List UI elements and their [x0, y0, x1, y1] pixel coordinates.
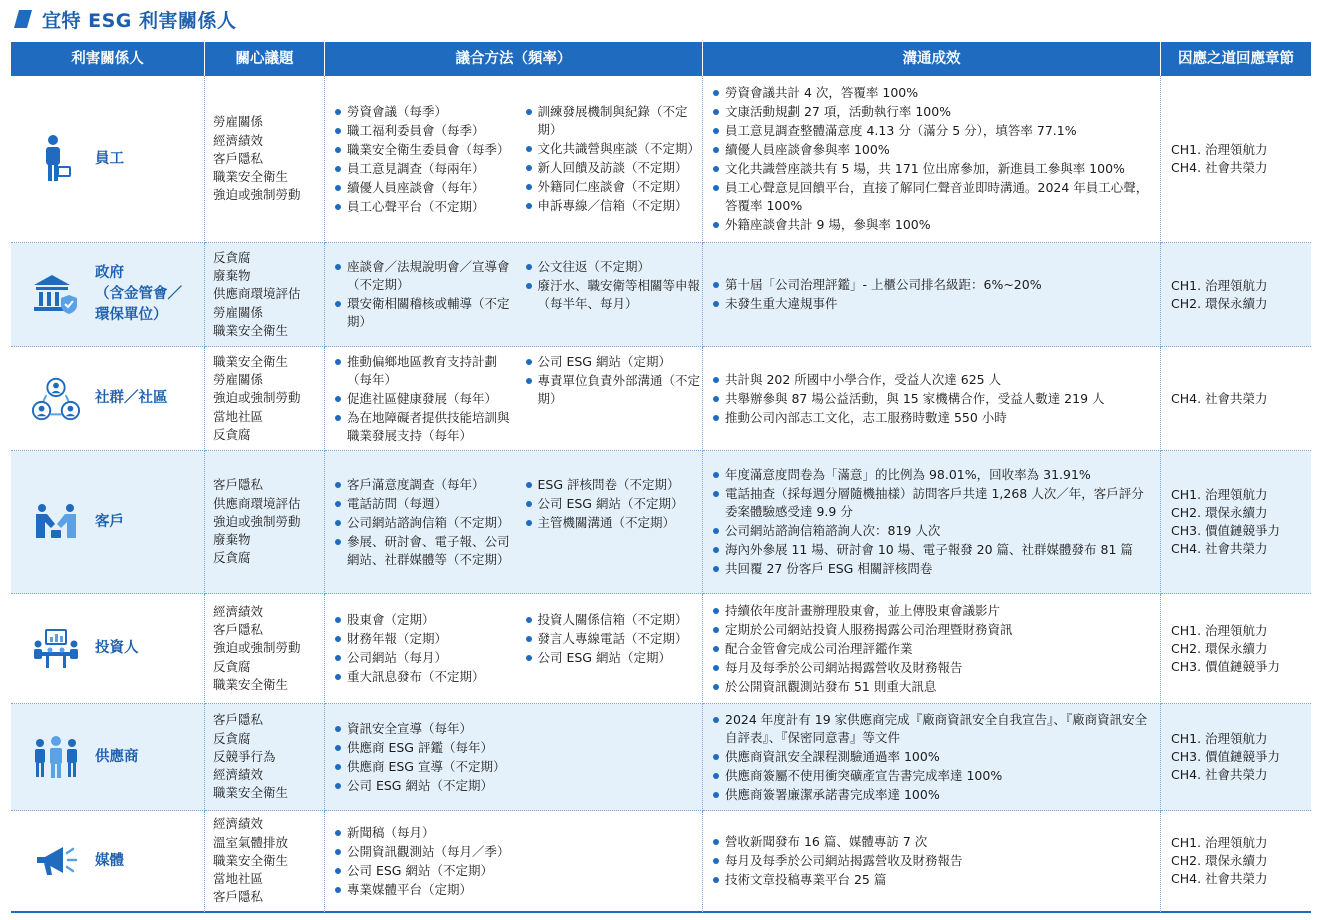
methods-list-right — [522, 353, 703, 408]
list-item: 共舉辦參與 87 場公益活動，與 15 家機構合作，受益人數達 219 人 — [709, 390, 1160, 408]
list-item: 每月及每季於公司網站揭露營收及財務報告 — [709, 659, 1160, 677]
results-cell — [703, 594, 1161, 704]
chapter-item: CH2. 環保永續力 — [1171, 640, 1268, 656]
chapter-item: CH4. 社會共榮力 — [1171, 160, 1268, 175]
issue-item: 溫室氣體排放 — [213, 834, 289, 850]
issue-item: 勞雇關係 — [213, 304, 264, 320]
issues-list — [205, 353, 324, 444]
methods-list-left — [331, 824, 531, 899]
issue-item: 當地社區 — [213, 871, 264, 887]
results-cell — [703, 347, 1161, 451]
employee-icon — [31, 134, 81, 184]
list-item: 續優人員座談會參與率 100% — [709, 141, 1160, 159]
methods-cell — [325, 451, 703, 594]
methods — [325, 257, 702, 332]
header-chapters: 因應之道回應章節 — [1161, 42, 1311, 76]
chapters-cell — [1161, 76, 1311, 243]
results-list — [703, 711, 1160, 804]
chapter-item: CH4. 社會共榮力 — [1171, 871, 1268, 886]
header-results: 溝通成效 — [703, 42, 1161, 76]
list-item: 投資人關係信箱（不定期） — [522, 611, 703, 629]
issue-item: 經濟績效 — [213, 603, 264, 619]
supplier-icon — [31, 732, 81, 782]
megaphone-icon — [31, 836, 81, 886]
list-item: 座談會／法規說明會／宣導會（不定期） — [331, 258, 512, 294]
list-item: 公司 ESG 網站（定期） — [522, 353, 703, 371]
stakeholder-name: 供應商 — [95, 748, 139, 765]
methods — [325, 102, 702, 217]
issue-item: 反貪腐 — [213, 550, 251, 566]
chapters-cell — [1161, 347, 1311, 451]
list-item: 新聞稿（每月） — [331, 824, 531, 842]
methods-list-right — [522, 476, 703, 532]
list-item: 技術文章投稿專業平台 25 篇 — [709, 871, 1160, 889]
chapters-cell — [1161, 243, 1311, 347]
issue-item: 反競爭行為 — [213, 748, 276, 764]
issue-item: 客戶隱私 — [213, 150, 264, 166]
issue-item: 職業安全衛生 — [213, 785, 289, 801]
stakeholder-cell — [11, 76, 205, 243]
stakeholder-name-line: 政府 — [95, 265, 124, 281]
list-item: 每月及每季於公司網站揭露營收及財務報告 — [709, 852, 1160, 870]
stakeholder — [11, 134, 204, 184]
chapter-item: CH3. 價值鏈競爭力 — [1171, 523, 1281, 538]
list-item: 供應商 ESG 宣導（不定期） — [331, 758, 531, 776]
list-item: 公司 ESG 網站（不定期） — [331, 862, 531, 880]
list-item: 外籍座談會共計 9 場，參與率 100% — [709, 216, 1160, 234]
issue-item: 供應商環境評估 — [213, 286, 301, 302]
stakeholder — [11, 732, 204, 782]
methods-column-left — [331, 823, 531, 900]
issues-list — [205, 476, 324, 567]
issue-item: 客戶隱私 — [213, 889, 264, 905]
results-list — [703, 466, 1160, 578]
list-item: 員工心聲意見回饋平台，直接了解同仁聲音並即時溝通。2024 年員工心聲，答覆率 100% — [709, 179, 1160, 215]
methods-list-left — [331, 258, 512, 331]
stakeholder — [11, 374, 204, 424]
results-list — [703, 276, 1160, 313]
stakeholder-cell — [11, 451, 205, 594]
chapters-cell — [1161, 594, 1311, 704]
list-item: 申訴專線／信箱（不定期） — [522, 197, 703, 215]
stakeholder-cell — [11, 594, 205, 704]
list-item: 勞資會議（每季） — [331, 103, 512, 121]
list-item: 第十屆「公司治理評鑑」- 上櫃公司排名級距：6%~20% — [709, 276, 1160, 294]
stakeholder-name: 投資人 — [95, 640, 139, 656]
list-item: 廢汙水、職安衛等相關等申報（每半年、每月） — [522, 277, 703, 313]
issue-item: 職業安全衛生 — [213, 322, 289, 338]
community-icon — [31, 374, 81, 424]
list-item: ESG 評核問卷（不定期） — [522, 476, 703, 494]
methods-cell — [325, 594, 703, 704]
stakeholder — [11, 836, 204, 886]
results-cell — [703, 811, 1161, 913]
handshake-icon — [31, 497, 81, 547]
issue-item: 職業安全衛生 — [213, 169, 289, 185]
results-list — [703, 84, 1160, 234]
list-item: 財務年報（定期） — [331, 630, 512, 648]
chapter-item: CH1. 治理領航力 — [1171, 622, 1268, 638]
chapter-item: CH3. 價值鏈競爭力 — [1171, 749, 1281, 764]
page-header — [12, 4, 237, 34]
list-item: 新人回饋及訪談（不定期） — [522, 159, 703, 177]
chapters-list — [1161, 730, 1311, 784]
list-item: 續優人員座談會（每年） — [331, 179, 512, 197]
methods — [325, 610, 702, 687]
list-item: 供應商資訊安全課程測驗通過率 100% — [709, 748, 1160, 766]
issue-item: 強迫或強制勞動 — [213, 187, 301, 203]
list-item: 資訊安全宣導（每年） — [331, 720, 531, 738]
issue-item: 強迫或強制勞動 — [213, 640, 301, 656]
methods-cell — [325, 76, 703, 243]
list-item: 公文往返（不定期） — [522, 258, 703, 276]
stakeholder-name — [95, 263, 182, 326]
issue-item: 供應商環境評估 — [213, 495, 301, 511]
methods-cell — [325, 243, 703, 347]
stakeholder-name: 員工 — [95, 150, 124, 167]
list-item: 年度滿意度問卷為「滿意」的比例為 98.01%，回收率為 31.91% — [709, 466, 1160, 484]
table-row — [11, 76, 1311, 243]
methods-column-left — [331, 102, 512, 217]
list-item: 發言人專線電話（不定期） — [522, 630, 703, 648]
list-item: 定期於公司網站投資人服務揭露公司治理暨財務資訊 — [709, 621, 1160, 639]
methods — [325, 352, 702, 446]
list-item: 供應商 ESG 評鑑（每年） — [331, 739, 531, 757]
list-item: 於公開資訊觀測站發布 51 則重大訊息 — [709, 678, 1160, 696]
methods-cell — [325, 347, 703, 451]
list-item: 持續依年度計畫辦理股東會，並上傳股東會議影片 — [709, 602, 1160, 620]
government-icon — [31, 270, 81, 320]
list-item: 文康活動規劃 27 項，活動執行率 100% — [709, 103, 1160, 121]
methods-list-right — [522, 258, 703, 313]
list-item: 營收新聞發布 16 篇、媒體專訪 7 次 — [709, 833, 1160, 851]
issues-list — [205, 711, 324, 802]
methods-list-right — [522, 103, 703, 215]
list-item: 員工意見調查（每兩年） — [331, 160, 512, 178]
list-item: 股東會（定期） — [331, 611, 512, 629]
issue-item: 職業安全衛生 — [213, 676, 289, 692]
list-item: 專責單位負責外部溝通（不定期） — [522, 372, 703, 408]
methods-list-right — [522, 611, 703, 667]
list-item: 未發生重大違規事件 — [709, 295, 1160, 313]
issues-cell — [205, 76, 325, 243]
issue-item: 反貪腐 — [213, 426, 251, 442]
list-item: 推動偏鄉地區教育支持計劃（每年） — [331, 353, 512, 389]
list-item: 外籍同仁座談會（不定期） — [522, 178, 703, 196]
methods-cell — [325, 811, 703, 913]
list-item: 供應商簽屬不使用衝突礦產宣告書完成率達 100% — [709, 767, 1160, 785]
issue-item: 經濟績效 — [213, 132, 264, 148]
list-item: 參展、研討會、電子報、公司網站、社群媒體等（不定期） — [331, 533, 512, 569]
title-parallelogram-icon — [12, 8, 34, 30]
stakeholder-name: 客戶 — [95, 513, 124, 530]
list-item: 公開資訊觀測站（每月／季） — [331, 843, 531, 861]
chapter-item: CH3. 價值鏈競爭力 — [1171, 658, 1281, 674]
list-item: 公司網站諮詢信箱諮詢人次：819 人次 — [709, 522, 1160, 540]
table-row — [11, 243, 1311, 347]
methods-list-left — [331, 720, 531, 795]
list-item: 文化共識營座談共有 5 場，共 171 位出席參加，新進員工參與率 100% — [709, 160, 1160, 178]
issue-item: 當地社區 — [213, 408, 264, 424]
methods-column-right — [512, 102, 703, 217]
list-item: 配合金管會完成公司治理評鑑作業 — [709, 640, 1160, 658]
list-item: 職業安全衛生委員會（每季） — [331, 141, 512, 159]
chapter-item: CH2. 環保永續力 — [1171, 853, 1268, 868]
chapter-item: CH1. 治理領航力 — [1171, 835, 1268, 850]
chapters-list — [1161, 390, 1311, 408]
list-item: 公司 ESG 網站（不定期） — [331, 777, 531, 795]
chapter-item: CH4. 社會共榮力 — [1171, 390, 1268, 406]
list-item: 員工意見調查整體滿意度 4.13 分（滿分 5 分），填答率 77.1% — [709, 122, 1160, 140]
stakeholder-name-line: 環保單位） — [95, 307, 168, 323]
chapter-item: CH2. 環保永續力 — [1171, 505, 1268, 520]
list-item: 海內外參展 11 場、研討會 10 場、電子報發 20 篇、社群媒體發布 81 篇 — [709, 541, 1160, 559]
issue-item: 客戶隱私 — [213, 622, 264, 638]
chapters-list — [1161, 141, 1311, 177]
list-item: 重大訊息發布（不定期） — [331, 668, 512, 686]
chapter-item: CH2. 環保永續力 — [1171, 295, 1268, 311]
chapters-list — [1161, 277, 1311, 313]
chapter-item: CH4. 社會共榮力 — [1171, 767, 1268, 782]
issue-item: 反貪腐 — [213, 249, 251, 265]
chapter-item: CH4. 社會共榮力 — [1171, 541, 1268, 556]
header-methods: 議合方法（頻率） — [325, 42, 703, 76]
stakeholder-table — [11, 42, 1311, 913]
results-list — [703, 371, 1160, 427]
issues-cell — [205, 704, 325, 811]
chapters-list — [1161, 486, 1311, 558]
results-list — [703, 833, 1160, 889]
list-item: 員工心聲平台（不定期） — [331, 198, 512, 216]
issues-list — [205, 603, 324, 694]
methods-list-left — [331, 353, 512, 445]
table-row — [11, 594, 1311, 704]
methods-column-left — [331, 475, 512, 570]
chapter-item: CH1. 治理領航力 — [1171, 731, 1268, 746]
chapters-list — [1161, 834, 1311, 888]
list-item: 共回覆 27 份客戶 ESG 相關評核問卷 — [709, 560, 1160, 578]
results-list — [703, 602, 1160, 696]
issues-cell — [205, 347, 325, 451]
chapters-cell — [1161, 451, 1311, 594]
chapters-cell — [1161, 811, 1311, 913]
results-cell — [703, 243, 1161, 347]
list-item: 公司 ESG 網站（不定期） — [522, 495, 703, 513]
issue-item: 客戶隱私 — [213, 477, 264, 493]
issues-cell — [205, 243, 325, 347]
issue-item: 強迫或強制勞動 — [213, 513, 301, 529]
stakeholder-cell — [11, 704, 205, 811]
chapter-item: CH1. 治理領航力 — [1171, 277, 1268, 293]
issue-item: 經濟績效 — [213, 816, 264, 832]
stakeholder — [11, 497, 204, 547]
stakeholder-name: 社群／社區 — [95, 390, 168, 406]
results-cell — [703, 451, 1161, 594]
list-item: 公司網站（每月） — [331, 649, 512, 667]
issue-item: 勞雇關係 — [213, 114, 264, 130]
issues-list — [205, 249, 324, 340]
issues-list — [205, 113, 324, 204]
results-cell — [703, 704, 1161, 811]
stakeholder — [11, 624, 204, 674]
table-row — [11, 451, 1311, 594]
issue-item: 廢棄物 — [213, 268, 251, 284]
issue-item: 客戶隱私 — [213, 712, 264, 728]
issues-cell — [205, 451, 325, 594]
methods-column-left — [331, 610, 512, 687]
methods-column-right — [512, 475, 703, 570]
methods-column-right — [512, 610, 703, 687]
list-item: 為在地障礙者提供技能培訓與職業發展支持（每年） — [331, 409, 512, 445]
page-title: 宜特 ESG 利害關係人 — [42, 9, 237, 32]
results-cell — [703, 76, 1161, 243]
chapters-cell — [1161, 704, 1311, 811]
methods — [325, 475, 702, 570]
issue-item: 反貪腐 — [213, 730, 251, 746]
methods-column-left — [331, 719, 531, 796]
stakeholder-name-line: （含金管會／ — [95, 286, 182, 302]
methods-column-left — [331, 257, 512, 332]
list-item: 電話抽查（採每週分層隨機抽樣）訪問客戶共達 1,268 人次／年，客戶評分委案體驗感受達 9.9 分 — [709, 485, 1160, 521]
issues-list — [205, 815, 324, 906]
list-item: 勞資會議共計 4 次，答覆率 100% — [709, 84, 1160, 102]
issue-item: 強迫或強制勞動 — [213, 390, 301, 406]
list-item: 共計與 202 所國中小學合作，受益人次達 625 人 — [709, 371, 1160, 389]
list-item: 促進社區健康發展（每年） — [331, 390, 512, 408]
stakeholder-cell — [11, 243, 205, 347]
methods-column-left — [331, 352, 512, 446]
list-item: 環安衛相關稽核或輔導（不定期） — [331, 295, 512, 331]
header-issues: 關心議題 — [205, 42, 325, 76]
header-stakeholder: 利害關係人 — [11, 42, 205, 76]
methods — [325, 719, 702, 796]
table-row — [11, 347, 1311, 451]
list-item: 專業媒體平台（定期） — [331, 881, 531, 899]
chapter-item: CH1. 治理領航力 — [1171, 487, 1268, 502]
list-item: 供應商簽署廉潔承諾書完成率達 100% — [709, 786, 1160, 804]
methods-column-right — [512, 352, 703, 446]
table-row — [11, 811, 1311, 913]
methods-cell — [325, 704, 703, 811]
list-item: 文化共識營與座談（不定期） — [522, 140, 703, 158]
list-item: 職工福利委員會（每季） — [331, 122, 512, 140]
list-item: 推動公司內部志工文化，志工服務時數達 550 小時 — [709, 409, 1160, 427]
issue-item: 反貪腐 — [213, 658, 251, 674]
methods-list-left — [331, 103, 512, 216]
issue-item: 勞雇關係 — [213, 372, 264, 388]
table-row — [11, 704, 1311, 811]
list-item: 2024 年度計有 19 家供應商完成『廠商資訊安全自我宣告』、『廠商資訊安全自評表』、『保密同意書』等文件 — [709, 711, 1160, 747]
chapter-item: CH1. 治理領航力 — [1171, 142, 1268, 157]
issues-cell — [205, 811, 325, 913]
issue-item: 職業安全衛生 — [213, 852, 289, 868]
issues-cell — [205, 594, 325, 704]
methods-column-right — [512, 257, 703, 332]
investor-icon — [31, 624, 81, 674]
list-item: 公司 ESG 網站（定期） — [522, 649, 703, 667]
list-item: 客戶滿意度調查（每年） — [331, 476, 512, 494]
methods — [325, 823, 702, 900]
table-header-row — [11, 42, 1311, 76]
list-item: 公司網站諮詢信箱（不定期） — [331, 514, 512, 532]
stakeholder — [11, 263, 204, 326]
stakeholder-cell — [11, 811, 205, 913]
list-item: 主管機關溝通（不定期） — [522, 514, 703, 532]
issue-item: 經濟績效 — [213, 767, 264, 783]
list-item: 訓練發展機制與紀錄（不定期） — [522, 103, 703, 139]
issue-item: 職業安全衛生 — [213, 353, 289, 369]
chapters-list — [1161, 622, 1311, 676]
issue-item: 廢棄物 — [213, 532, 251, 548]
stakeholder-cell — [11, 347, 205, 451]
methods-list-left — [331, 476, 512, 569]
list-item: 電話訪問（每週） — [331, 495, 512, 513]
methods-list-left — [331, 611, 512, 686]
stakeholder-name: 媒體 — [95, 852, 124, 869]
